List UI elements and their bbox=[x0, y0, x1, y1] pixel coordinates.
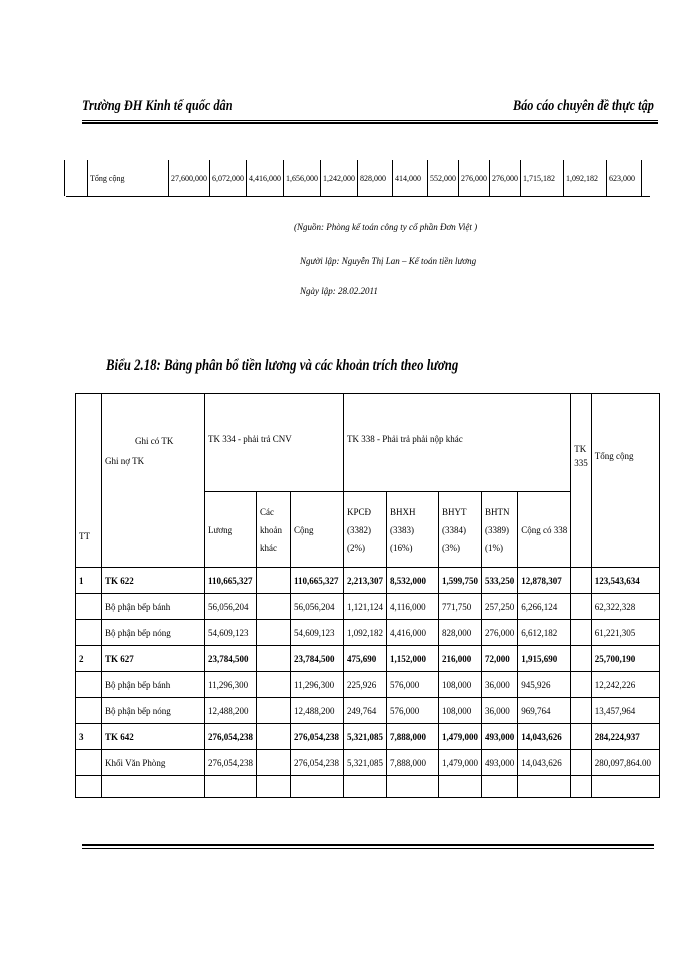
col-header-accounts bbox=[102, 394, 205, 568]
cell-cong: 56,056,204 bbox=[291, 594, 344, 620]
cell-bhtn: 493,000 bbox=[482, 724, 518, 750]
table-row bbox=[76, 698, 660, 724]
cell-name: TK 622 bbox=[102, 568, 205, 594]
cell-bhyt: 108,000 bbox=[439, 672, 482, 698]
cell-tk335 bbox=[571, 672, 592, 698]
table-row bbox=[76, 750, 660, 776]
totals-value: 552,000 bbox=[428, 160, 459, 196]
cell-khac bbox=[257, 594, 291, 620]
cell-name bbox=[102, 776, 205, 798]
cell-bhtn: 72,000 bbox=[482, 646, 518, 672]
cell-cong: 276,054,238 bbox=[291, 750, 344, 776]
header-divider bbox=[82, 120, 658, 124]
totals-value: 623,000 bbox=[607, 160, 642, 196]
cell-tt bbox=[76, 750, 102, 776]
cell-cong338: 14,043,626 bbox=[518, 750, 571, 776]
cell-luong: 276,054,238 bbox=[205, 724, 257, 750]
cell-name: Bộ phận bếp bánh bbox=[102, 594, 205, 620]
cell-cong: 11,296,300 bbox=[291, 672, 344, 698]
cell-cong338: 969,764 bbox=[518, 698, 571, 724]
cell-kpcd: 2,213,307 bbox=[344, 568, 387, 594]
cell-bhyt bbox=[439, 776, 482, 798]
totals-value: 6,072,000 bbox=[210, 160, 247, 196]
col-header-sum334: Cộng bbox=[291, 492, 344, 568]
table-row bbox=[76, 646, 660, 672]
cell-tk335 bbox=[571, 620, 592, 646]
totals-value: 27,600,000 bbox=[169, 160, 210, 196]
cell-bhtn: 36,000 bbox=[482, 698, 518, 724]
cell-khac bbox=[257, 724, 291, 750]
cell-kpcd: 1,092,182 bbox=[344, 620, 387, 646]
totals-label: Tổng cộng bbox=[88, 160, 169, 196]
footer-rule-thick bbox=[82, 844, 654, 846]
totals-value: 828,000 bbox=[358, 160, 393, 196]
cell-cong bbox=[291, 776, 344, 798]
cell-name: Bộ phận bếp bánh bbox=[102, 672, 205, 698]
cell-bhxh: 4,116,000 bbox=[387, 594, 439, 620]
totals-row bbox=[65, 160, 642, 196]
col-header-bhyt: BHYT (3384) (3%) bbox=[439, 492, 482, 568]
cell-tong: 25,700,190 bbox=[591, 646, 659, 672]
col-header-tk338: TK 338 - Phải trả phải nộp khác bbox=[344, 394, 571, 492]
cell-kpcd: 5,321,085 bbox=[344, 724, 387, 750]
cell-cong: 110,665,327 bbox=[291, 568, 344, 594]
cell-tt bbox=[76, 698, 102, 724]
date-note: Ngày lập: 28.02.2011 bbox=[300, 286, 378, 296]
cell-tong: 62,322,328 bbox=[591, 594, 659, 620]
totals-value: 1,715,182 bbox=[521, 160, 564, 196]
cell-name: Bộ phận bếp nóng bbox=[102, 698, 205, 724]
cell-name: Bộ phận bếp nóng bbox=[102, 620, 205, 646]
cell-bhyt: 828,000 bbox=[439, 620, 482, 646]
cell-bhxh: 8,532,000 bbox=[387, 568, 439, 594]
table-body bbox=[76, 568, 660, 798]
col-header-other: Các khoản khác bbox=[257, 492, 291, 568]
cell-tong: 123,543,634 bbox=[591, 568, 659, 594]
col-header-sum338: Cộng có 338 bbox=[518, 492, 571, 568]
cell-bhtn: 36,000 bbox=[482, 672, 518, 698]
cell-cong338: 6,266,124 bbox=[518, 594, 571, 620]
cell-bhyt: 108,000 bbox=[439, 698, 482, 724]
col-header-salary: Lương bbox=[205, 492, 257, 568]
cell-cong338: 6,612,182 bbox=[518, 620, 571, 646]
table-row bbox=[76, 620, 660, 646]
cell-tong: 13,457,964 bbox=[591, 698, 659, 724]
cell-luong: 110,665,327 bbox=[205, 568, 257, 594]
cell-kpcd: 1,121,124 bbox=[344, 594, 387, 620]
preparer-note: Người lập: Nguyễn Thị Lan – Kế toán tiền lương bbox=[300, 256, 477, 266]
table-row bbox=[76, 568, 660, 594]
cell-bhyt: 771,750 bbox=[439, 594, 482, 620]
cell-kpcd: 225,926 bbox=[344, 672, 387, 698]
source-note: (Nguồn: Phòng kế toán công ty cổ phần Đơn Việt ) bbox=[294, 222, 478, 232]
cell-khac bbox=[257, 698, 291, 724]
cell-bhyt: 1,479,000 bbox=[439, 750, 482, 776]
cell-kpcd: 249,764 bbox=[344, 698, 387, 724]
cell-khac bbox=[257, 672, 291, 698]
cell-bhyt: 1,479,000 bbox=[439, 724, 482, 750]
cell-tk335 bbox=[571, 568, 592, 594]
cell-tt: 2 bbox=[76, 646, 102, 672]
totals-value: 1,242,000 bbox=[321, 160, 358, 196]
cell-tong: 284,224,937 bbox=[591, 724, 659, 750]
cell-cong338: 945,926 bbox=[518, 672, 571, 698]
totals-bottom-rule bbox=[66, 196, 650, 197]
cell-luong: 12,488,200 bbox=[205, 698, 257, 724]
cell-tt: 3 bbox=[76, 724, 102, 750]
cell-tong: 280,097,864.00 bbox=[591, 750, 659, 776]
col-header-bhtn: BHTN (3389) (1%) bbox=[482, 492, 518, 568]
cell-bhtn: 276,000 bbox=[482, 620, 518, 646]
cell-luong: 23,784,500 bbox=[205, 646, 257, 672]
cell-tt: 1 bbox=[76, 568, 102, 594]
cell-cong: 12,488,200 bbox=[291, 698, 344, 724]
cell-khac bbox=[257, 568, 291, 594]
cell-cong: 23,784,500 bbox=[291, 646, 344, 672]
table-row bbox=[76, 776, 660, 798]
cell-name: TK 627 bbox=[102, 646, 205, 672]
cell-bhtn: 493,000 bbox=[482, 750, 518, 776]
cell-luong: 11,296,300 bbox=[205, 672, 257, 698]
header-ghi-co: Ghi có TK bbox=[135, 436, 174, 446]
cell-luong: 54,609,123 bbox=[205, 620, 257, 646]
totals-value: 1,092,182 bbox=[564, 160, 607, 196]
cell-cong: 276,054,238 bbox=[291, 724, 344, 750]
cell-tk335 bbox=[571, 594, 592, 620]
cell-kpcd: 475,690 bbox=[344, 646, 387, 672]
cell-name: TK 642 bbox=[102, 724, 205, 750]
col-header-tt: TT bbox=[76, 394, 102, 568]
totals-value: 1,656,000 bbox=[284, 160, 321, 196]
cell-kpcd bbox=[344, 776, 387, 798]
totals-value: 276,000 bbox=[459, 160, 490, 196]
totals-value: 276,000 bbox=[490, 160, 521, 196]
cell-bhxh: 576,000 bbox=[387, 672, 439, 698]
cell-bhxh: 1,152,000 bbox=[387, 646, 439, 672]
col-header-tk335: TK 335 bbox=[571, 394, 592, 568]
cell-luong: 56,056,204 bbox=[205, 594, 257, 620]
cell-cong338: 14,043,626 bbox=[518, 724, 571, 750]
table-row bbox=[76, 672, 660, 698]
col-header-kpcd: KPCĐ (3382) (2%) bbox=[344, 492, 387, 568]
cell-bhyt: 216,000 bbox=[439, 646, 482, 672]
cell-bhxh: 576,000 bbox=[387, 698, 439, 724]
cell-tk335 bbox=[571, 750, 592, 776]
salary-allocation-table bbox=[75, 393, 660, 798]
cell-bhtn bbox=[482, 776, 518, 798]
cell-tt bbox=[76, 672, 102, 698]
table-row bbox=[76, 594, 660, 620]
col-header-tk334: TK 334 - phải trả CNV bbox=[205, 394, 344, 492]
header-ghi-no: Ghi nợ TK bbox=[105, 456, 145, 466]
col-header-total: Tổng cộng bbox=[591, 394, 659, 568]
cell-bhtn: 257,250 bbox=[482, 594, 518, 620]
cell-cong338: 1,915,690 bbox=[518, 646, 571, 672]
cell-khac bbox=[257, 776, 291, 798]
cell-tk335 bbox=[571, 646, 592, 672]
cell-tt bbox=[76, 620, 102, 646]
cell-tt bbox=[76, 594, 102, 620]
footer-rule-thin bbox=[82, 848, 654, 849]
cell-bhxh: 7,888,000 bbox=[387, 724, 439, 750]
cell-khac bbox=[257, 620, 291, 646]
totals-row-table bbox=[64, 160, 642, 196]
cell-tong: 61,221,305 bbox=[591, 620, 659, 646]
cell-name: Khối Văn Phòng bbox=[102, 750, 205, 776]
cell-tong: 12,242,226 bbox=[591, 672, 659, 698]
cell-bhxh: 7,888,000 bbox=[387, 750, 439, 776]
cell-luong bbox=[205, 776, 257, 798]
cell-kpcd: 5,321,085 bbox=[344, 750, 387, 776]
cell-bhtn: 533,250 bbox=[482, 568, 518, 594]
col-header-bhxh: BHXH (3383) (16%) bbox=[387, 492, 439, 568]
totals-value: 414,000 bbox=[393, 160, 428, 196]
cell-tong bbox=[591, 776, 659, 798]
totals-blank-cell bbox=[65, 160, 88, 196]
cell-bhxh bbox=[387, 776, 439, 798]
cell-tt bbox=[76, 776, 102, 798]
totals-value: 4,416,000 bbox=[247, 160, 284, 196]
table-row bbox=[76, 724, 660, 750]
cell-cong338: 12,878,307 bbox=[518, 568, 571, 594]
cell-khac bbox=[257, 750, 291, 776]
cell-luong: 276,054,238 bbox=[205, 750, 257, 776]
cell-khac bbox=[257, 646, 291, 672]
cell-tk335 bbox=[571, 776, 592, 798]
header-row-1 bbox=[76, 394, 660, 492]
header-school-name: Trường ĐH Kinh tế quốc dân bbox=[82, 98, 233, 114]
cell-bhyt: 1,599,750 bbox=[439, 568, 482, 594]
cell-tk335 bbox=[571, 698, 592, 724]
cell-cong: 54,609,123 bbox=[291, 620, 344, 646]
cell-cong338 bbox=[518, 776, 571, 798]
table-title: Biểu 2.18: Bảng phân bổ tiền lương và các khoản trích theo lương bbox=[106, 357, 459, 374]
cell-bhxh: 4,416,000 bbox=[387, 620, 439, 646]
cell-tk335 bbox=[571, 724, 592, 750]
header-report-title: Báo cáo chuyên đề thực tập bbox=[513, 98, 654, 114]
